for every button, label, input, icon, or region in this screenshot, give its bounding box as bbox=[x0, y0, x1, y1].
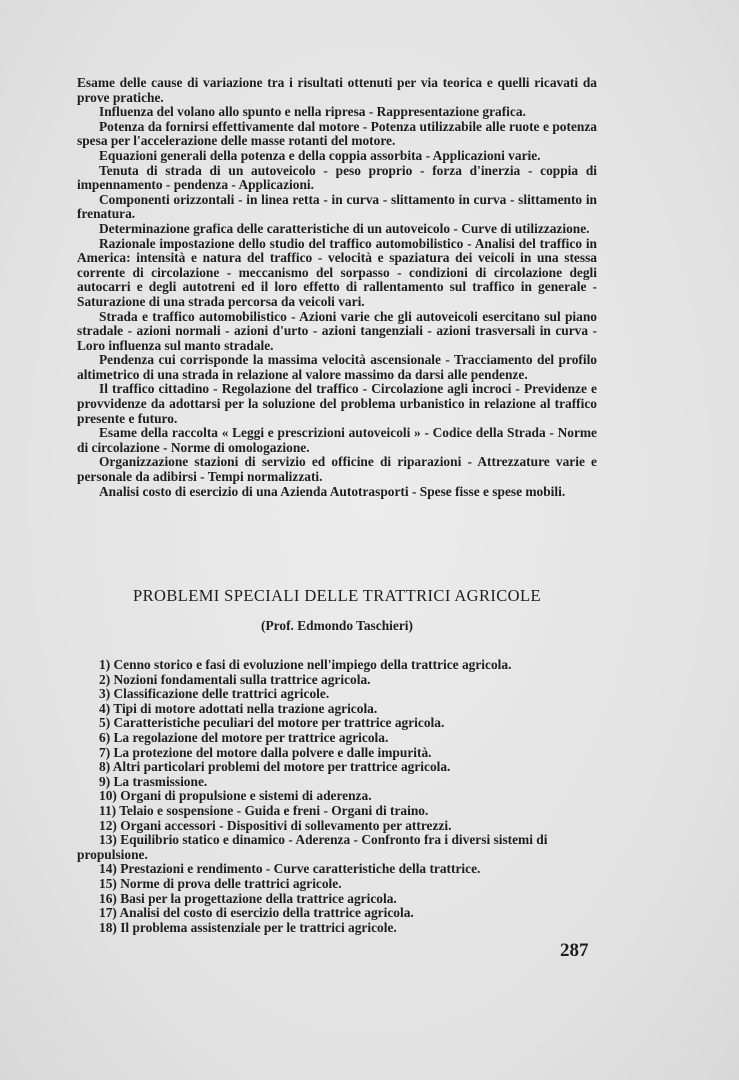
paragraph: Potenza da fornirsi effettivamente dal motore - Potenza utilizzabile alle ruote e potenza spesa per l'accelerazione delle masse rotanti del motore. bbox=[77, 118, 597, 149]
paragraph: Analisi costo di esercizio di una Azienda Autotrasporti - Spese fisse e spese mobili. bbox=[99, 483, 566, 499]
list-item: 16) Basi per la progettazione della trattrice agricola. bbox=[99, 890, 397, 906]
list-item: 12) Organi accessori - Dispositivi di sollevamento per attrezzi. bbox=[99, 817, 452, 833]
list-item: 18) Il problema assistenziale per le trattrici agricole. bbox=[99, 919, 397, 935]
paragraph: Tenuta di strada di un autoveicolo - peso proprio - forza d'inerzia - coppia di impennamento - pendenza - Applicazioni. bbox=[77, 162, 597, 193]
list-item: 11) Telaio e sospensione - Guida e freni - Organi di traino. bbox=[99, 802, 429, 818]
paragraph: Esame della raccolta « Leggi e prescrizioni autoveicoli » - Codice della Strada - Norme di circolazione - Norme di omologazione. bbox=[77, 425, 597, 455]
paragraph: Determinazione grafica delle caratteristiche di un autoveicolo - Curve di utilizzazione. bbox=[99, 220, 590, 236]
paragraph: Il traffico cittadino - Regolazione del traffico - Circolazione agli incroci - Previdenze e provvidenze da adottarsi per la soluzione del problema urbanistico in relazione al traffico presente e futuro. bbox=[77, 381, 597, 426]
list-item: 7) La protezione del motore dalla polvere e dalle impurità. bbox=[99, 744, 432, 760]
list-item: 9) La trasmissione. bbox=[99, 773, 208, 789]
list-item: 2) Nozioni fondamentali sulla trattrice agricola. bbox=[99, 671, 371, 687]
course-topics-continued bbox=[77, 76, 597, 499]
paragraph: Equazioni generali della potenza e della coppia assorbita - Applicazioni varie. bbox=[99, 147, 541, 163]
list-item: 13) Equilibrio statico e dinamico - Aderenza - Confronto fra i diversi sistemi di propulsione. bbox=[77, 832, 548, 862]
syllabus-list bbox=[77, 658, 597, 935]
paragraph: Esame delle cause di variazione tra i risultati ottenuti per via teorica e quelli ricavati da prove pratiche. bbox=[77, 75, 597, 105]
list-item: 17) Analisi del costo di esercizio della trattrice agricola. bbox=[99, 905, 414, 921]
list-item: 1) Cenno storico e fasi di evoluzione nell'impiego della trattrice agricola. bbox=[99, 657, 512, 672]
list-item: 10) Organi di propulsione e sistemi di aderenza. bbox=[99, 788, 372, 804]
paragraph: Organizzazione stazioni di servizio ed officine di riparazioni - Attrezzature varie e personale da adibirsi - Tempi normalizzati. bbox=[77, 454, 597, 485]
paragraph: Componenti orizzontali - in linea retta - in curva - slittamento in curva - slittamento in frenatura. bbox=[77, 191, 597, 222]
list-item: 8) Altri particolari problemi del motore per trattrice agricola. bbox=[99, 759, 451, 775]
paragraph: Pendenza cui corrisponde la massima velocità ascensionale - Tracciamento del profilo altimetrico di una strada in relazione al valore massimo da darsi alle pendenze. bbox=[77, 352, 597, 382]
paragraph: Razionale impostazione dello studio del traffico automobilistico - Analisi del traffico in America: intensità e natura del traffico - velocità e spaziatura dei veicoli in una stessa corrente di circolazione - meccanismo del sorpasso - condizioni di circolazione degli autocarri e degli autotreni ed il loro effetto di rallentamento sul traffico in generale - Saturazione di una strada percorsa da veicoli vari. bbox=[77, 235, 597, 309]
list-item: 6) La regolazione del motore per trattrice agricola. bbox=[99, 729, 389, 745]
page-number: 287 bbox=[560, 940, 589, 961]
list-item: 3) Classificazione delle trattrici agricole. bbox=[99, 686, 330, 702]
paragraph: Influenza del volano allo spunto e nella ripresa - Rappresentazione grafica. bbox=[99, 104, 526, 120]
section-title: PROBLEMI SPECIALI DELLE TRATTRICI AGRICOLE bbox=[133, 586, 541, 605]
section-author: (Prof. Edmondo Taschieri) bbox=[261, 618, 413, 633]
paragraph: Strada e traffico automobilistico - Azioni varie che gli autoveicoli esercitano sul piano stradale - azioni normali - azioni d'urto - azioni tangenziali - azioni trasversali in curva - Loro influenza sul manto stradale. bbox=[77, 308, 597, 353]
list-item: 14) Prestazioni e rendimento - Curve caratteristiche della trattrice. bbox=[99, 861, 481, 877]
list-item: 5) Caratteristiche peculiari del motore per trattrice agricola. bbox=[99, 715, 445, 731]
list-item: 4) Tipi di motore adottati nella trazione agricola. bbox=[99, 700, 378, 716]
list-item: 15) Norme di prova delle trattrici agricole. bbox=[99, 875, 342, 891]
